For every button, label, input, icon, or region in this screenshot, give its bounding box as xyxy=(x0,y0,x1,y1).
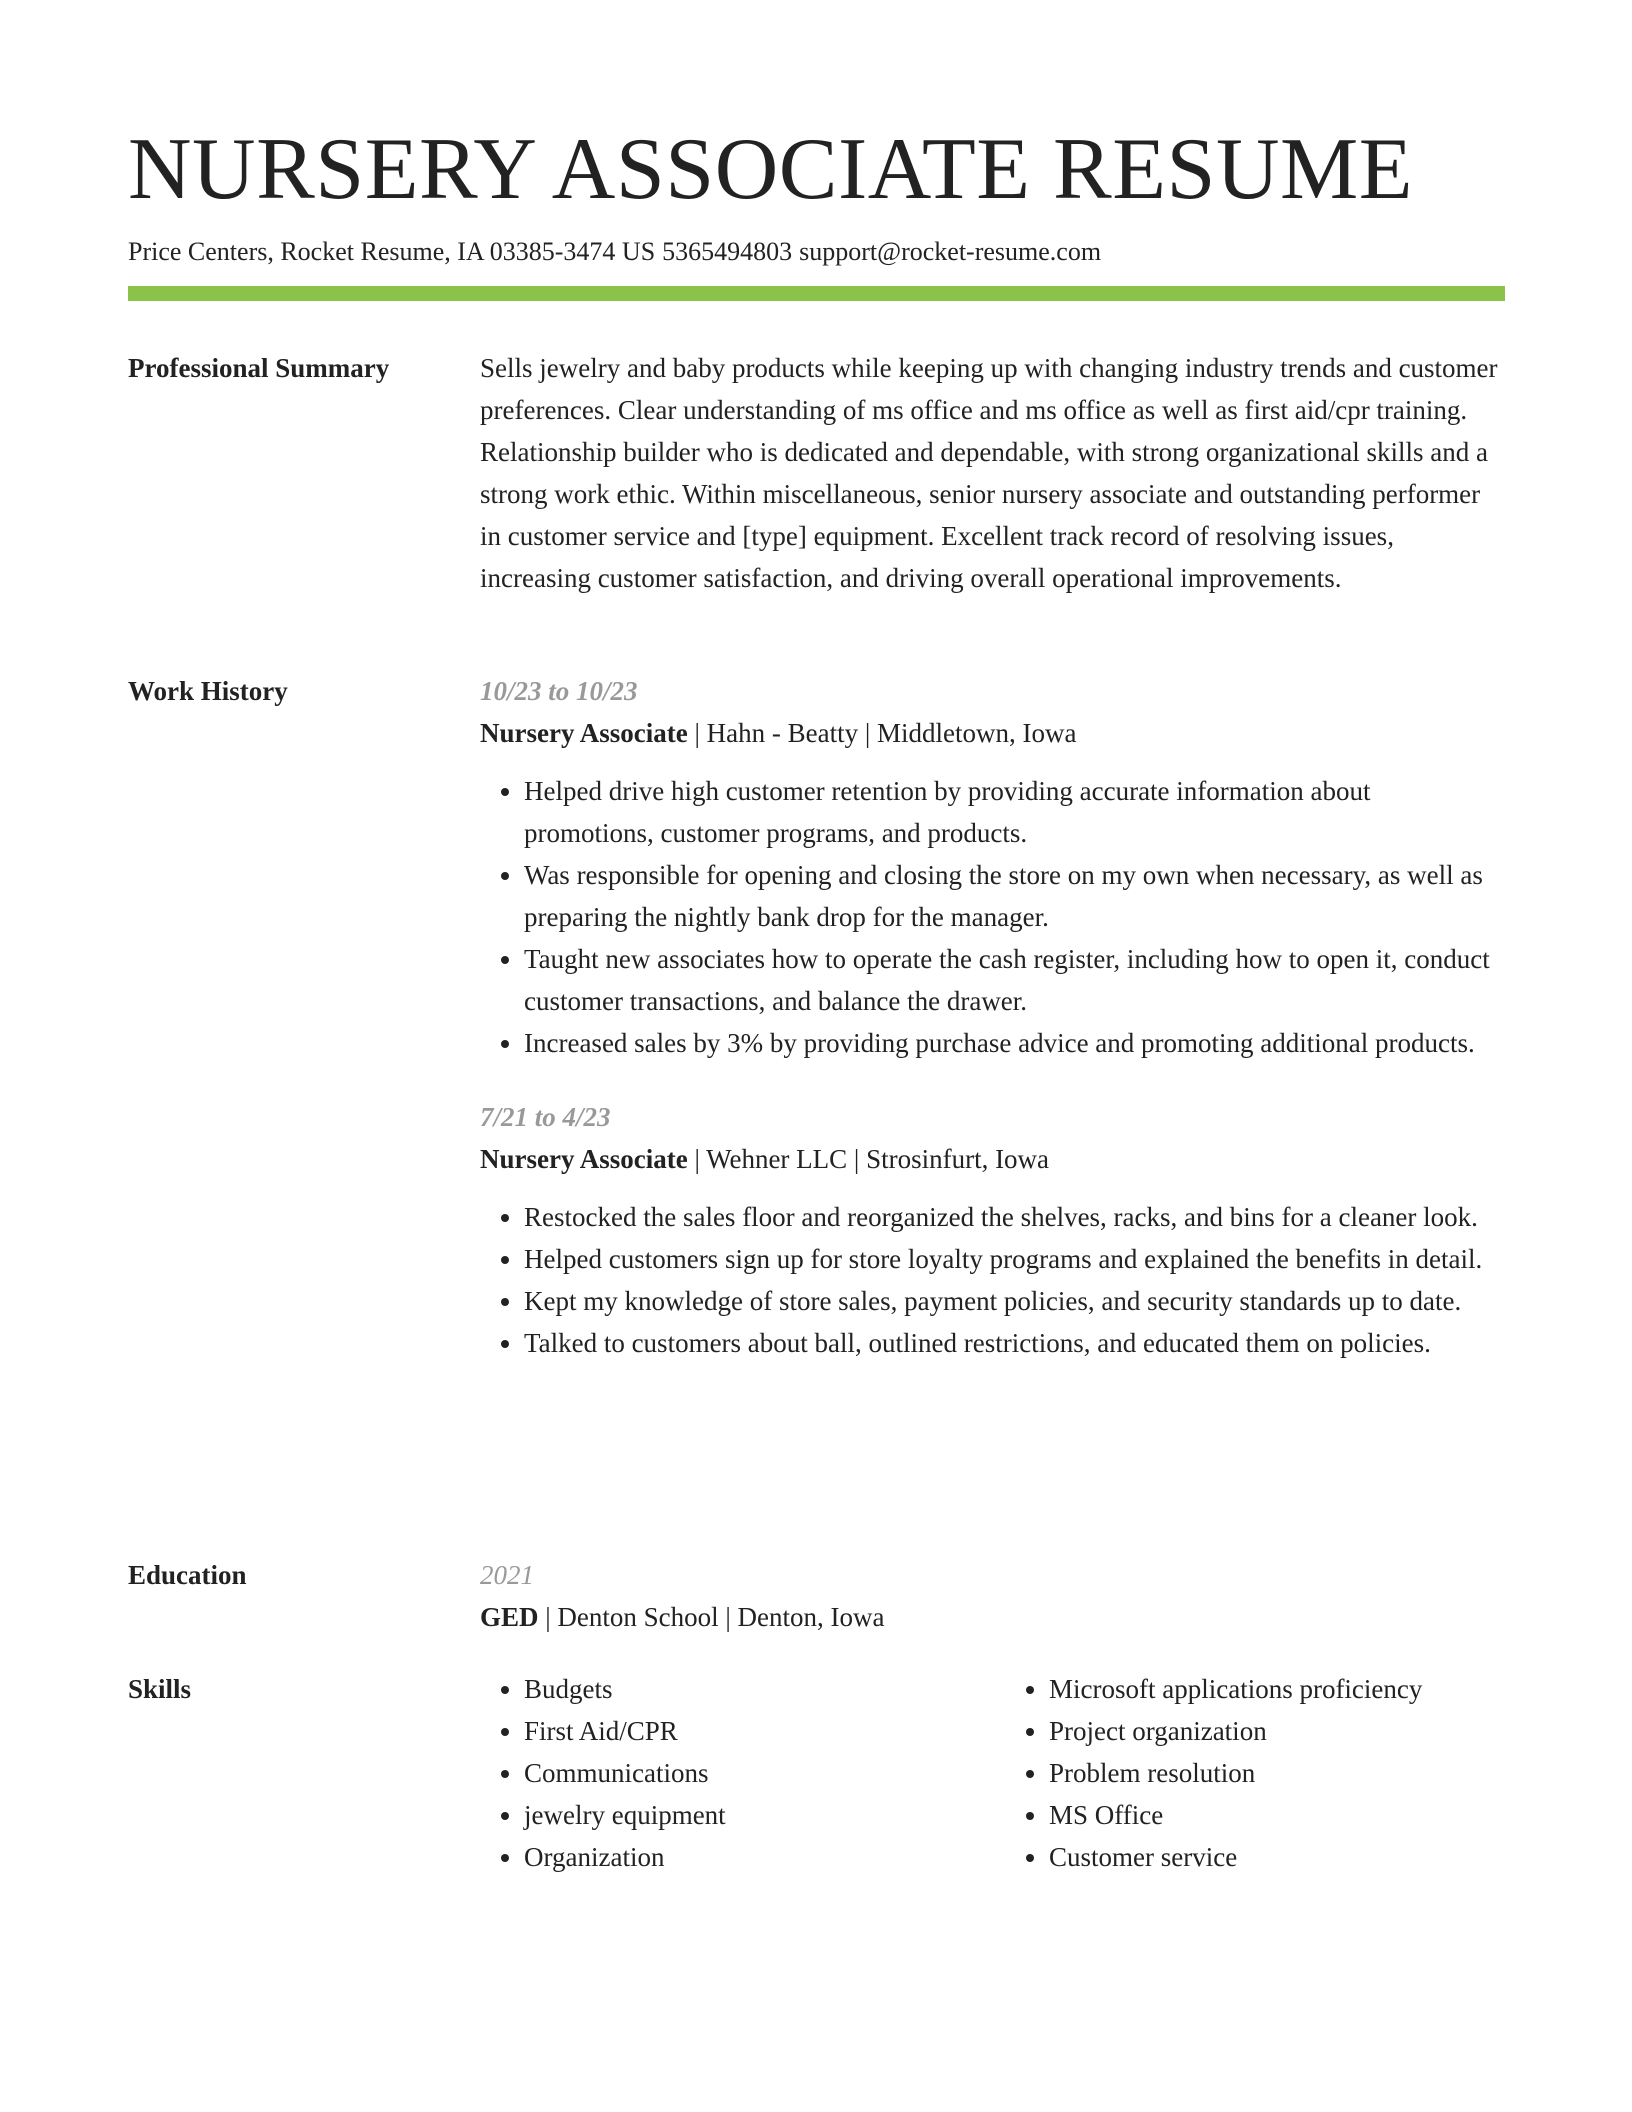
header-accent-rule xyxy=(128,286,1505,301)
skill-item: • MS Office xyxy=(1049,1794,1505,1836)
job-bullet: • Helped customers sign up for store loyalty programs and explained the benefits in detail. xyxy=(524,1238,1505,1280)
skill-item: • jewelry equipment xyxy=(524,1794,980,1836)
job-bullet: • Taught new associates how to operate the cash register, including how to open it, conduct customer transactions, and balance the drawer. xyxy=(524,938,1505,1022)
resume-header xyxy=(128,118,1505,270)
work-history-body xyxy=(480,670,1505,1364)
skill-item: • Budgets xyxy=(524,1668,980,1710)
job-company-location: | Wehner LLC | Strosinfurt, Iowa xyxy=(687,1144,1050,1174)
job-heading xyxy=(480,712,1505,754)
job-title: Nursery Associate xyxy=(480,718,688,748)
job-entry xyxy=(480,670,1505,1064)
education-heading-line xyxy=(480,1596,1505,1638)
job-bullet: • Talked to customers about ball, outlined restrictions, and educated them on policies. xyxy=(524,1322,1505,1364)
skill-item: • Project organization xyxy=(1049,1710,1505,1752)
job-heading xyxy=(480,1138,1505,1180)
skill-item: • Microsoft applications proficiency xyxy=(1049,1668,1505,1710)
education-degree: GED xyxy=(480,1602,539,1632)
summary-body xyxy=(480,347,1505,599)
summary-text: Sells jewelry and baby products while keeping up with changing industry trends and customer preferences. Clear understanding of ms office and ms office as well as first aid/cpr training. Relationship builder who is dedicated and dependable, with strong organizational skills and a strong work ethic. Within miscellaneous, senior nursery associate and outstanding performer in customer service and [type] equipment. Excellent track record of resolving issues, increasing customer satisfaction, and driving overall operational improvements. xyxy=(480,353,1498,593)
contact-email: support@rocket-resume.com xyxy=(799,237,1102,266)
job-bullets xyxy=(480,770,1505,1064)
job-company-location: | Hahn - Beatty | Middletown, Iowa xyxy=(687,718,1077,748)
skills-columns xyxy=(480,1668,1505,1878)
job-title: Nursery Associate xyxy=(480,1144,688,1174)
education-school-location: | Denton School | Denton, Iowa xyxy=(538,1602,885,1632)
summary-heading: Professional Summary xyxy=(128,353,390,383)
job-bullet: • Restocked the sales floor and reorganized the shelves, racks, and bins for a cleaner look. xyxy=(524,1196,1505,1238)
job-bullet: • Was responsible for opening and closing the store on my own when necessary, as well as preparing the nightly bank drop for the manager. xyxy=(524,854,1505,938)
work-history-heading: Work History xyxy=(128,676,288,706)
skills-list-right xyxy=(1005,1668,1505,1878)
job-bullet: • Helped drive high customer retention by providing accurate information about promotions, customer programs, and products. xyxy=(524,770,1505,854)
job-bullet: • Increased sales by 3% by providing purchase advice and promoting additional products. xyxy=(524,1022,1505,1064)
skill-item: • First Aid/CPR xyxy=(524,1710,980,1752)
education-body xyxy=(480,1554,1505,1638)
skills-heading: Skills xyxy=(128,1674,192,1704)
education-heading: Education xyxy=(128,1560,247,1590)
job-dates: 7/21 to 4/23 xyxy=(480,1102,611,1132)
contact-address: Price Centers, Rocket Resume, IA 03385-3474 US xyxy=(128,237,656,266)
skill-item: • Problem resolution xyxy=(1049,1752,1505,1794)
education-year: 2021 xyxy=(480,1560,534,1590)
job-bullets xyxy=(480,1196,1505,1364)
job-dates: 10/23 to 10/23 xyxy=(480,676,638,706)
skills-body xyxy=(480,1668,1505,1878)
job-bullet: • Kept my knowledge of store sales, payment policies, and security standards up to date. xyxy=(524,1280,1505,1322)
skill-item: • Communications xyxy=(524,1752,980,1794)
resume-title: NURSERY ASSOCIATE RESUME xyxy=(128,121,1413,218)
contact-line xyxy=(128,234,1505,270)
job-entry xyxy=(480,1096,1505,1364)
skills-list-left xyxy=(480,1668,980,1878)
skill-item: • Organization xyxy=(524,1836,980,1878)
contact-phone: 5365494803 xyxy=(662,237,793,266)
skill-item: • Customer service xyxy=(1049,1836,1505,1878)
